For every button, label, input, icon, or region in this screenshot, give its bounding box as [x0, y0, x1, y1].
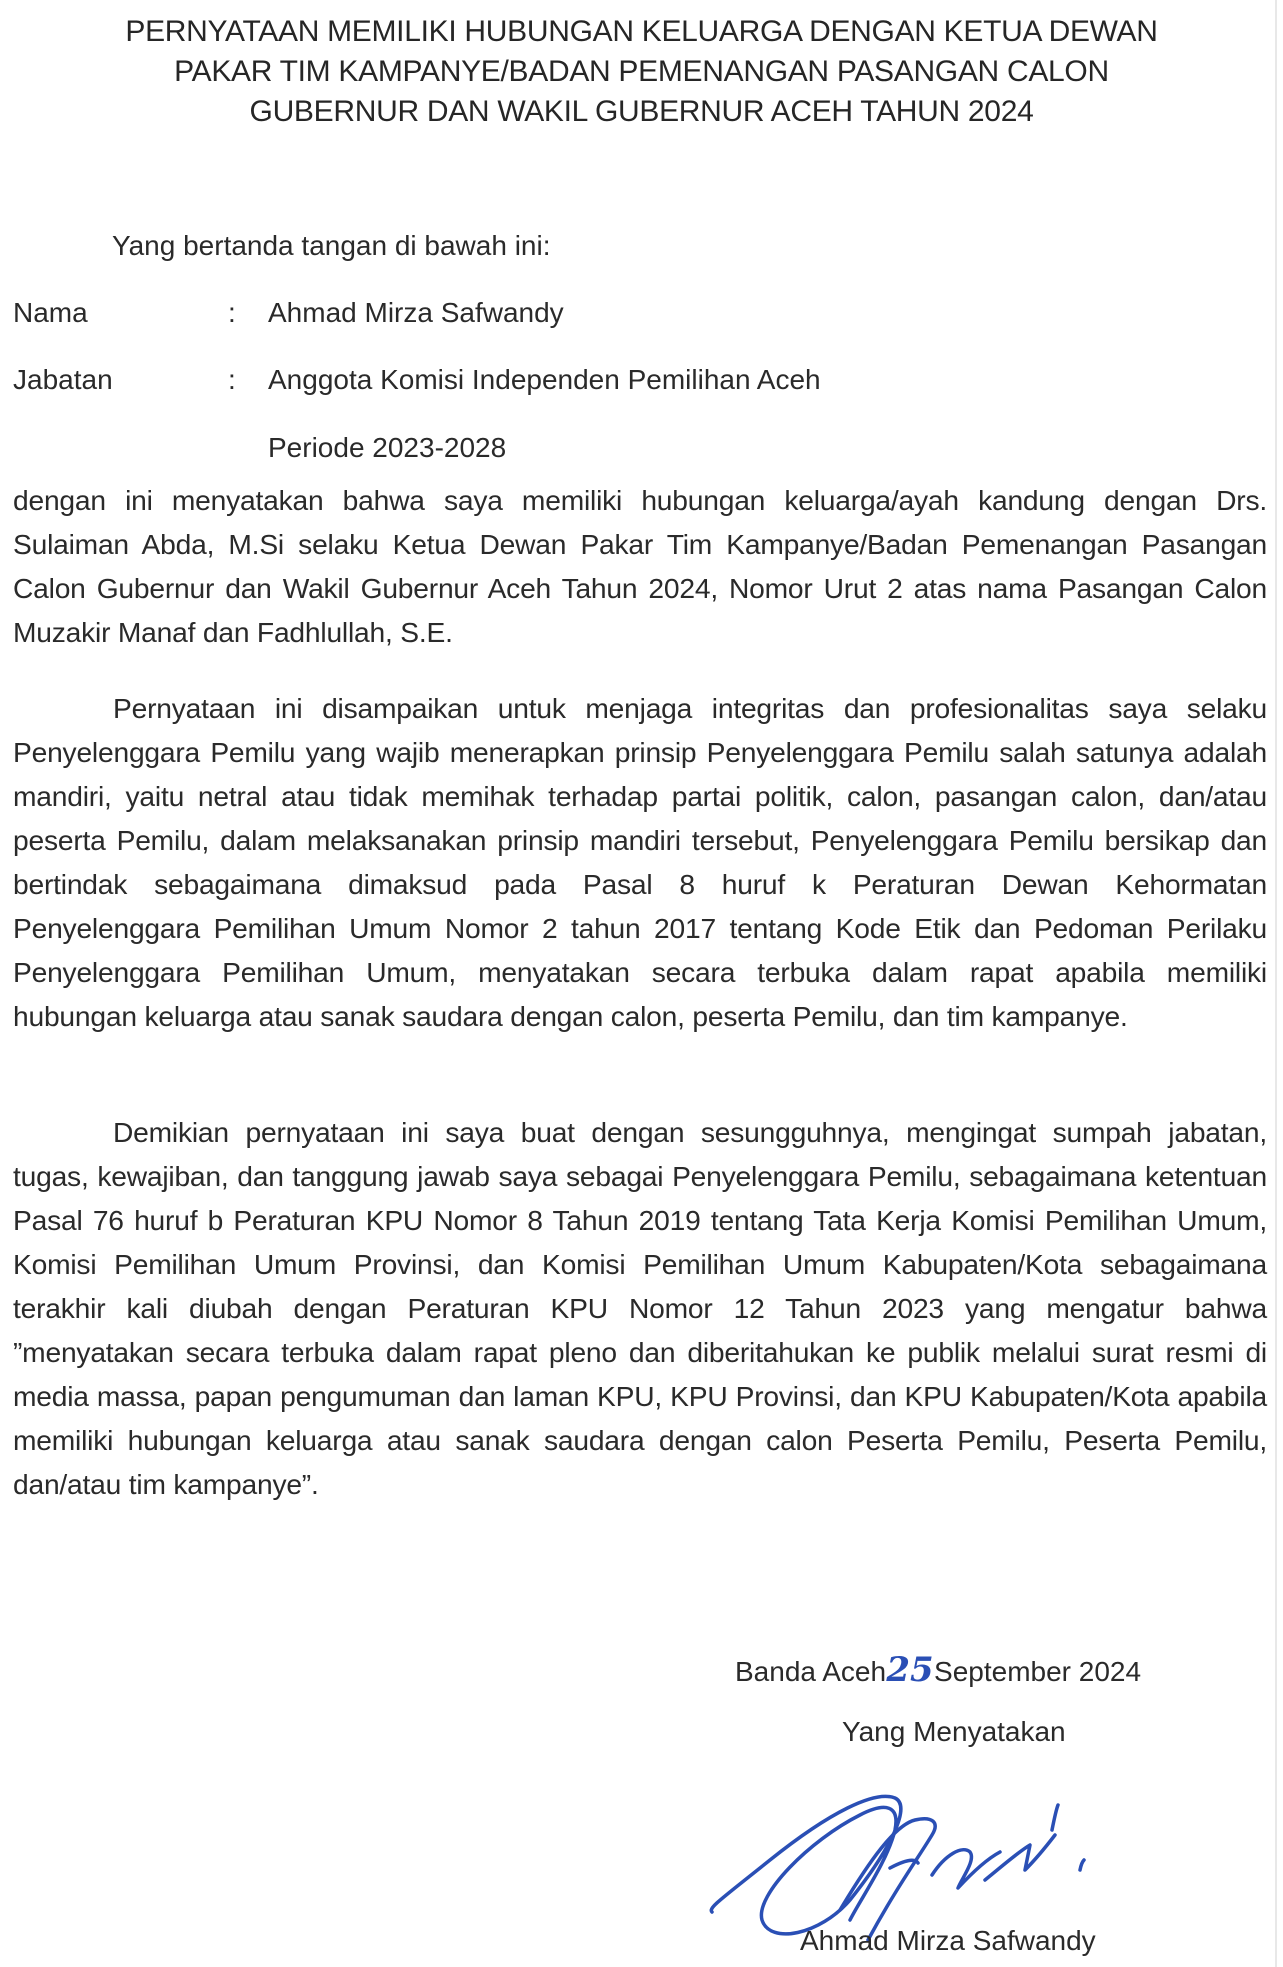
document-title	[0, 12, 1283, 132]
title-line-1: PERNYATAAN MEMILIKI HUBUNGAN KELUARGA DENGAN KETUA DEWAN	[125, 15, 1158, 48]
month-year-text: September 2024	[934, 1656, 1142, 1687]
paragraph-closing: Demikian pernyataan ini saya buat dengan sesungguhnya, mengingat sumpah jabatan, tugas, kewajiban, dan tanggung jawab saya sebagai Penyelenggara Pemilu, sebagaimana ketentuan Pasal 76 huruf b Peraturan KPU Nomor 8 Tahun 2019 tentang Tata Kerja Komisi Pemilihan Umum, Komisi Pemilihan Umum Provinsi, dan Komisi Pemilihan Umum Kabupaten/Kota sebagaimana terakhir kali diubah dengan Peraturan KPU Nomor 12 Tahun 2023 yang mengatur bahwa ”menyatakan secara terbuka dalam rapat pleno dan diberitahukan ke publik melalui surat resmi di media massa, papan pengumuman dan laman KPU, KPU Provinsi, dan KPU Kabupaten/Kota apabila memiliki hubungan keluarga atau sanak saudara dengan calon Peserta Pemilu, Peserta Pemilu, dan/atau tim kampanye”.	[13, 1116, 1267, 1500]
paragraph-purpose: Pernyataan ini disampaikan untuk menjaga integritas dan profesionalitas saya selaku Penyelenggara Pemilu yang wajib menerapkan prinsip Penyelenggara Pemilu salah satunya adalah mandiri, yaitu netral atau tidak memihak terhadap partai politik, calon, pasangan calon, dan/atau peserta Pemilu, dalam melaksanakan prinsip mandiri tersebut, Penyelenggara Pemilu bersikap dan bertindak sebagaimana dimaksud pada Pasal 8 huruf k Peraturan Dewan Kehormatan Penyelenggara Pemilihan Umum Nomor 2 tahun 2017 tentang Kode Etik dan Pedoman Perilaku Penyelenggara Pemilihan Umum, menyatakan secara terbuka dalam rapat apabila memiliki hubungan keluarga atau sanak saudara dengan calon, peserta Pemilu, dan tim kampanye.	[13, 692, 1267, 1032]
title-line-3: GUBERNUR DAN WAKIL GUBERNUR ACEH TAHUN 2024	[249, 95, 1034, 128]
field-jabatan	[13, 364, 821, 396]
signer-name: Ahmad Mirza Safwandy	[800, 1925, 1096, 1956]
signature-icon	[700, 1760, 1120, 1950]
field-nama-colon: :	[228, 297, 236, 328]
handwritten-day: 25	[886, 1650, 934, 1690]
field-jabatan-periode: Periode 2023-2028	[268, 432, 507, 463]
field-jabatan-value: Anggota Komisi Independen Pemilihan Aceh	[268, 364, 821, 395]
intro-text: Yang bertanda tangan di bawah ini:	[112, 230, 551, 261]
field-nama-label: Nama	[13, 297, 88, 328]
field-jabatan-colon: :	[228, 364, 236, 395]
place-text: Banda Aceh	[735, 1656, 887, 1687]
title-line-2: PAKAR TIM KAMPANYE/BADAN PEMENANGAN PASANGAN CALON	[174, 55, 1109, 88]
field-nama-value: Ahmad Mirza Safwandy	[268, 297, 564, 328]
signer-role: Yang Menyatakan	[842, 1716, 1066, 1747]
scan-edge-divider	[1275, 0, 1277, 1967]
field-nama	[13, 297, 564, 329]
field-jabatan-label: Jabatan	[13, 364, 113, 395]
signature-place-date	[735, 1650, 1141, 1690]
paragraph-statement: dengan ini menyatakan bahwa saya memiliki hubungan keluarga/ayah kandung dengan Drs. Sulaiman Abda, M.Si selaku Ketua Dewan Pakar Tim Kampanye/Badan Pemenangan Pasangan Calon Gubernur dan Wakil Gubernur Aceh Tahun 2024, Nomor Urut 2 atas nama Pasangan Calon Muzakir Manaf dan Fadhlullah, S.E.	[13, 484, 1267, 648]
